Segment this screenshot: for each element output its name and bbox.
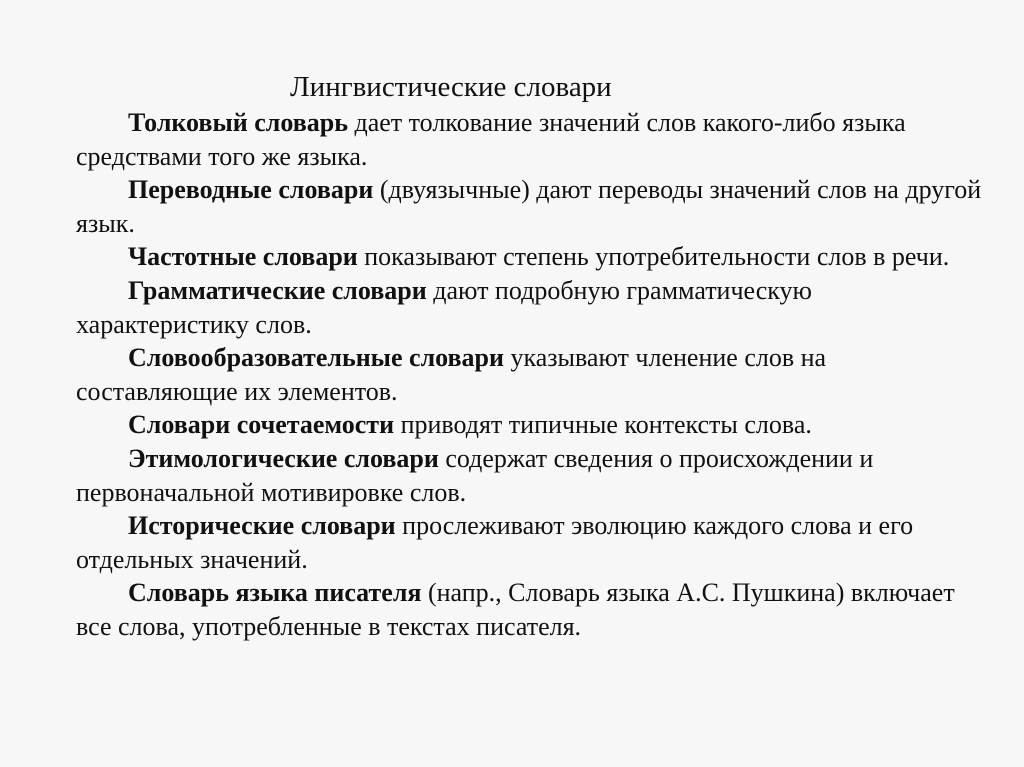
entry-term: Толковый словарь	[128, 108, 348, 137]
entry-text: указывают членение слов на составляющие их элементов.	[76, 343, 827, 406]
list-item	[76, 173, 986, 240]
entry-term: Словарь языка писателя	[128, 578, 422, 608]
list-item	[76, 274, 986, 341]
list-item	[76, 106, 986, 173]
entry-text: (напр., Словарь языка А.С. Пушкина) включает все слова, употребленные в текстах писателя.	[76, 578, 955, 641]
entry-text: (двуязычные) дают переводы значений слов на другой язык.	[76, 175, 982, 238]
entry-term: Переводные словари	[128, 175, 374, 205]
list-item	[76, 509, 986, 576]
entry-term: Словообразовательные словари	[128, 343, 504, 373]
entry-term: Словари сочетаемости	[128, 410, 395, 440]
entry-term: Грамматические словари	[128, 275, 427, 305]
list-item	[76, 408, 986, 442]
entry-text: прослеживают эволюцию каждого слова и его отдельных значений.	[76, 511, 914, 574]
entry-text: показывают степень употребительности слов в речи.	[357, 242, 950, 272]
page-title: Лингвистические словари	[290, 71, 612, 103]
entry-term: Исторические словари	[128, 511, 396, 541]
entry-text: дает толкование значений слов какого-либо языка средствами того же языка.	[76, 108, 906, 171]
list-item	[76, 442, 986, 509]
list-item	[76, 341, 986, 408]
entry-text: содержат сведения о происхождении и первоначальной мотивировке слов.	[76, 443, 874, 507]
dictionary-list	[76, 106, 986, 644]
list-item	[76, 576, 986, 643]
list-item	[76, 240, 986, 274]
entry-text: приводят типичные контексты слова.	[394, 410, 812, 440]
entry-text: дают подробную грамматическую характеристику слов.	[76, 275, 812, 339]
entry-term: Этимологические словари	[128, 443, 439, 473]
entry-term: Частотные словари	[128, 242, 358, 272]
